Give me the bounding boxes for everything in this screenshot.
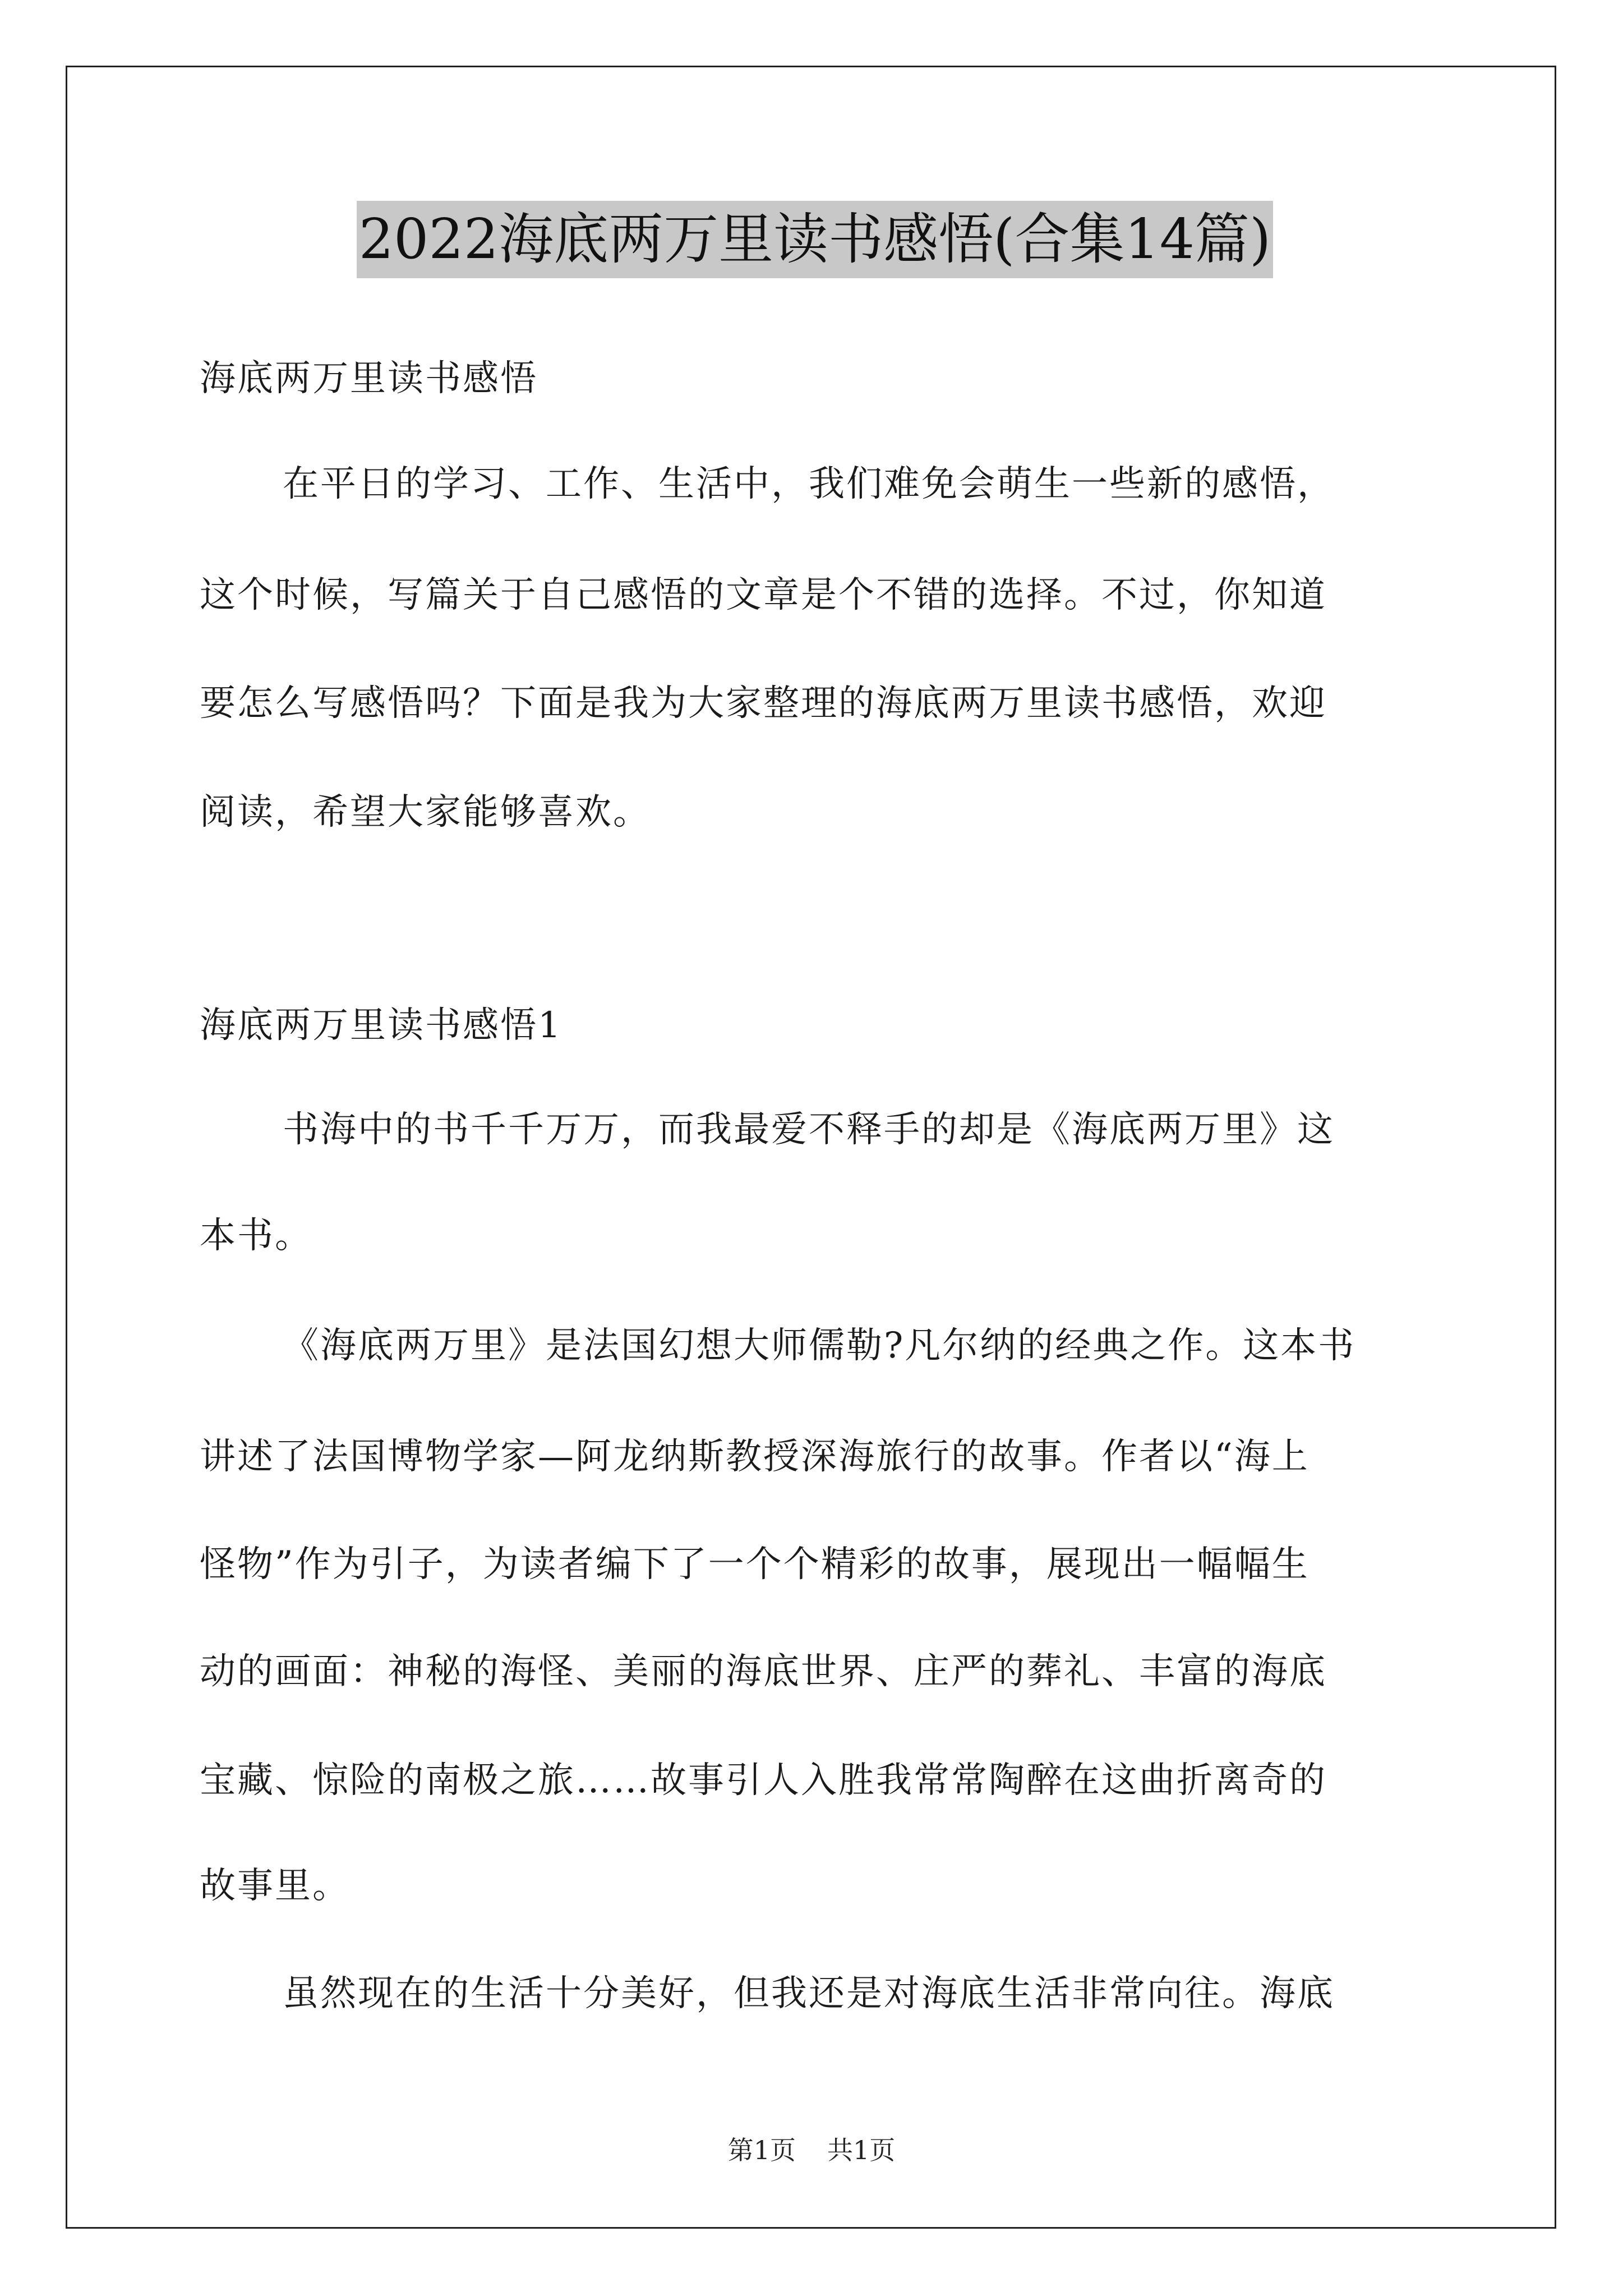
page-total: 共1页: [827, 2135, 896, 2165]
paragraph-line: 阅读，希望大家能够喜欢。: [200, 792, 651, 833]
paragraph-line: 这个时候，写篇关于自己感悟的文章是个不错的选择。不过，你知道: [200, 574, 1327, 616]
paragraph-line: 宝藏、惊险的南极之旅……故事引人入胜我常常陶醉在这曲折离奇的: [200, 1760, 1327, 1801]
paragraph-line: 虽然现在的生活十分美好，但我还是对海底生活非常向往。海底: [283, 1973, 1335, 2014]
paragraph-line: 在平日的学习、工作、生活中，我们难免会萌生一些新的感悟，: [283, 463, 1335, 505]
paragraph-line: 书海中的书千千万万，而我最爱不释手的却是《海底两万里》这: [283, 1109, 1335, 1151]
page-footer: [0, 2134, 1623, 2166]
section-heading: 海底两万里读书感悟1: [200, 1005, 562, 1046]
paragraph-line: 本书。: [200, 1215, 312, 1257]
paragraph-line: 《海底两万里》是法国幻想大师儒勒?凡尔纳的经典之作。这本书: [283, 1325, 1356, 1366]
paragraph-line: 要怎么写感悟吗？下面是我为大家整理的海底两万里读书感悟，欢迎: [200, 683, 1327, 724]
document-title: 2022海底两万里读书感悟(合集14篇): [357, 201, 1274, 278]
paragraph-line: 怪物”作为引子，为读者编下了一个个精彩的故事，展现出一幅幅生: [200, 1544, 1310, 1585]
paragraph-line: 讲述了法国博物学家—阿龙纳斯教授深海旅行的故事。作者以“海上: [200, 1436, 1310, 1478]
page-number: 第1页: [727, 2135, 796, 2165]
paragraph-line: 动的画面：神秘的海怪、美丽的海底世界、庄严的葬礼、丰富的海底: [200, 1651, 1327, 1692]
paragraph-line: 故事里。: [200, 1865, 350, 1907]
title-block: [200, 201, 1430, 278]
section-heading: 海底两万里读书感悟: [200, 358, 538, 399]
